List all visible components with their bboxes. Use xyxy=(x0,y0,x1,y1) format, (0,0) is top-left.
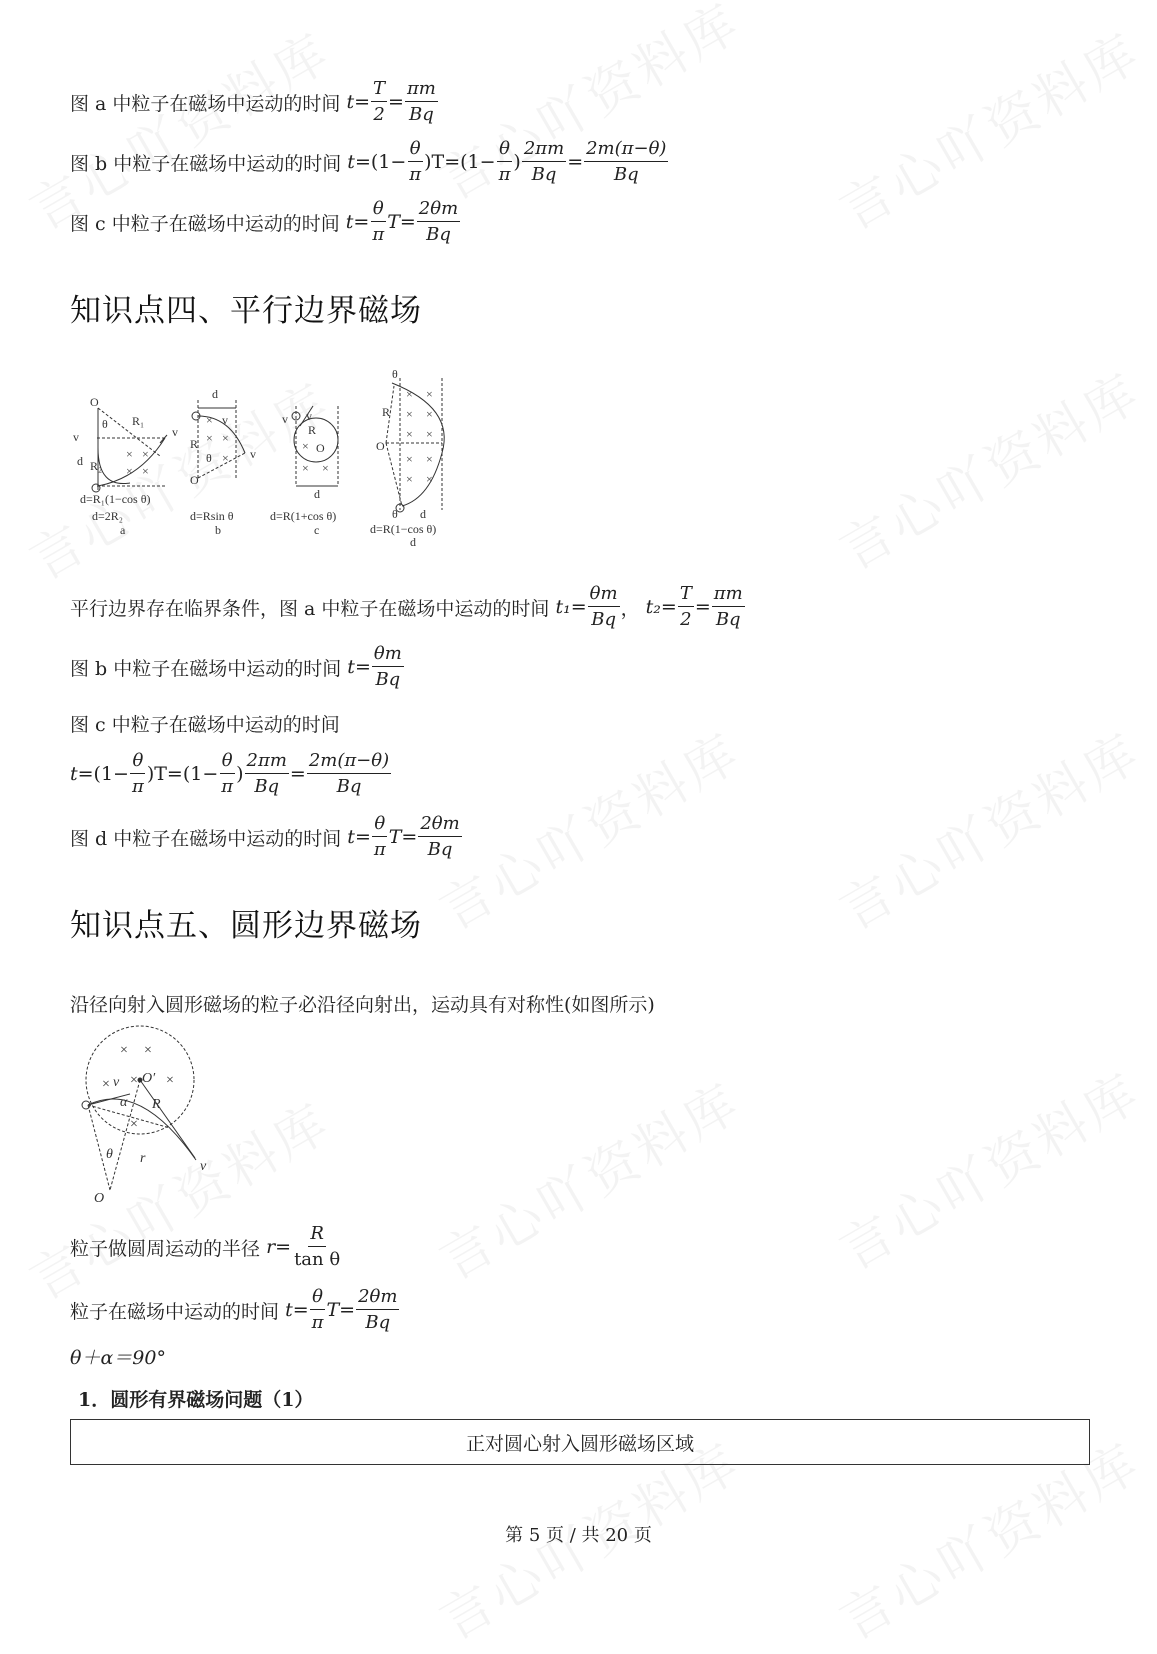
svg-text:d: d xyxy=(212,387,218,401)
svg-text:×: × xyxy=(142,464,149,478)
svg-text:×: × xyxy=(426,427,433,441)
svg-text:d: d xyxy=(410,535,416,549)
svg-text:O′: O′ xyxy=(142,1071,156,1086)
svg-text:d=Rsin θ: d=Rsin θ xyxy=(190,509,234,523)
formula-parallel-b: 图 b 中粒子在磁场中运动的时间 t = $\frac{\theta m}{Bq}$ xyxy=(70,643,402,690)
svg-text:d=R₁(1−cos θ): d=R₁(1−cos θ) xyxy=(80,492,151,506)
svg-text:b: b xyxy=(215,523,221,537)
svg-text:×: × xyxy=(426,407,433,421)
svg-text:r: r xyxy=(140,1151,146,1166)
fraction: $\frac{T}{2}$ xyxy=(373,78,386,125)
svg-text:R₁: R₁ xyxy=(132,414,145,428)
formula-parallel-d: 图 d 中粒子在磁场中运动的时间 t = $\frac{\theta}{\pi}$ T = $\frac{2\theta m}{Bq}$ xyxy=(70,813,460,860)
fraction: $\frac{\pi m}{Bq}$ xyxy=(713,583,743,630)
formula-a: 图 a 中粒子在磁场中运动的时间 t = $\frac{T}{2}$ = $\frac{\pi m}{Bq}$ xyxy=(70,78,436,125)
section-heading-4: 知识点四、平行边界磁场 xyxy=(70,293,422,329)
svg-text:R: R xyxy=(190,437,199,451)
fraction: $\frac{\theta m}{Bq}$ xyxy=(589,583,618,630)
svg-text:×: × xyxy=(102,1077,110,1092)
circular-boundary-figure xyxy=(70,1030,240,1205)
formula-parallel-a: 平行边界存在临界条件，图 a 中粒子在磁场中运动的时间 t₁ = $\frac{\theta m}{Bq}$ ， t₂ = $\frac{T}{2}$ = $\frac{\pi m}{Bq}$ xyxy=(70,583,743,630)
label-O: O xyxy=(90,395,99,409)
fraction: $\frac{\theta}{\pi}$ xyxy=(498,138,511,185)
section-heading-5: 知识点五、圆形边界磁场 xyxy=(70,908,422,944)
watermark xyxy=(824,351,1152,584)
fraction: $\frac{\theta}{\pi}$ xyxy=(373,813,386,860)
svg-text:×: × xyxy=(302,439,309,453)
svg-text:×: × xyxy=(426,387,433,401)
svg-text:×: × xyxy=(120,1043,128,1058)
svg-text:θ: θ xyxy=(206,451,212,465)
formula-radius: 粒子做圆周运动的半径 r = $\frac{R}{\text{tan θ}}$ xyxy=(70,1223,341,1270)
table-header-cell: 正对圆心射入圆形磁场区域 xyxy=(70,1419,1090,1465)
svg-text:v: v xyxy=(200,1159,207,1174)
watermark xyxy=(824,711,1152,944)
item-title: 1．圆形有界磁场问题（1） xyxy=(78,1389,314,1411)
svg-text:×: × xyxy=(206,431,213,445)
fraction: $\frac{2\theta m}{Bq}$ xyxy=(418,198,459,245)
fraction: $\frac{\theta}{\pi}$ xyxy=(409,138,422,185)
svg-text:×: × xyxy=(166,1073,174,1088)
fraction: $\frac{2\pi m}{Bq}$ xyxy=(523,138,565,185)
svg-text:×: × xyxy=(406,387,413,401)
svg-text:d=R(1+cos θ): d=R(1+cos θ) xyxy=(270,509,337,523)
svg-text:×: × xyxy=(126,464,133,478)
watermark xyxy=(824,11,1152,244)
watermark xyxy=(424,711,752,944)
svg-text:×: × xyxy=(406,452,413,466)
svg-text:×: × xyxy=(302,461,309,475)
svg-text:×: × xyxy=(126,447,133,461)
formula-b: 图 b 中粒子在磁场中运动的时间 t =(1− $\frac{\theta}{\pi}$ )T=(1− $\frac{\theta}{\pi}$ ) $\frac{2\pi m}{Bq}$ = $\frac{2m(\pi-\theta)}{Bq}$ xyxy=(70,138,667,185)
svg-text:×: × xyxy=(206,413,213,427)
svg-text:×: × xyxy=(130,1117,138,1132)
svg-text:×: × xyxy=(222,431,229,445)
formula-parallel-c: t =(1− $\frac{\theta}{\pi}$ )T=(1− $\frac{\theta}{\pi}$ ) $\frac{2\pi m}{Bq}$ = $\frac{2m(\pi-\theta)}{Bq}$ xyxy=(70,750,390,797)
formula-parallel-c-label: 图 c 中粒子在磁场中运动的时间 xyxy=(70,714,340,736)
parallel-boundary-figures xyxy=(70,367,490,568)
formula-time: 粒子在磁场中运动的时间 t = $\frac{\theta}{\pi}$ T = $\frac{2\theta m}{Bq}$ xyxy=(70,1286,398,1333)
fraction: $\frac{T}{2}$ xyxy=(679,583,692,630)
svg-text:O: O xyxy=(190,473,199,487)
fraction: $\frac{\theta}{\pi}$ xyxy=(311,1286,324,1333)
page-footer: 第 5 页 / 共 20 页 xyxy=(505,1525,652,1546)
fraction: $\frac{2m(\pi-\theta)}{Bq}$ xyxy=(586,138,667,185)
fraction: $\frac{\pi m}{Bq}$ xyxy=(406,78,436,125)
svg-text:×: × xyxy=(406,427,413,441)
svg-text:v: v xyxy=(113,1075,120,1090)
fraction: $\frac{\theta}{\pi}$ xyxy=(221,750,234,797)
svg-text:a: a xyxy=(120,523,126,537)
svg-text:d: d xyxy=(314,487,320,501)
svg-text:×: × xyxy=(426,452,433,466)
svg-text:R: R xyxy=(382,405,391,419)
svg-text:O: O xyxy=(376,439,385,453)
fraction: $\frac{\theta}{\pi}$ xyxy=(131,750,144,797)
svg-text:v: v xyxy=(222,413,228,427)
svg-text:v: v xyxy=(282,412,288,426)
intro-text: 沿径向射入圆形磁场的粒子必沿径向射出，运动具有对称性(如图所示) xyxy=(70,994,655,1016)
watermark xyxy=(424,1061,752,1294)
svg-text:θ: θ xyxy=(102,417,108,431)
svg-text:R: R xyxy=(152,1097,161,1112)
svg-text:c: c xyxy=(314,523,320,537)
svg-text:θ: θ xyxy=(392,507,398,521)
svg-text:R: R xyxy=(308,423,317,437)
svg-text:O: O xyxy=(316,441,325,455)
svg-text:α: α xyxy=(120,1095,128,1110)
svg-text:v: v xyxy=(250,447,256,461)
svg-text:×: × xyxy=(426,472,433,486)
svg-text:v: v xyxy=(306,409,312,423)
svg-text:d: d xyxy=(420,507,426,521)
fraction: $\frac{2\pi m}{Bq}$ xyxy=(246,750,287,797)
fraction: $\frac{2\theta m}{Bq}$ xyxy=(420,813,460,860)
svg-text:×: × xyxy=(222,451,229,465)
formula-c: 图 c 中粒子在磁场中运动的时间 t = $\frac{\theta}{\pi}$ T = $\frac{2\theta m}{Bq}$ xyxy=(70,198,459,245)
angle-equation: θ＋α＝90° xyxy=(70,1347,166,1369)
svg-text:v: v xyxy=(73,430,79,444)
svg-text:×: × xyxy=(322,461,329,475)
svg-text:×: × xyxy=(144,1043,152,1058)
svg-text:d=2R₂: d=2R₂ xyxy=(92,509,123,523)
fraction: $\frac{2m(\pi-\theta)}{Bq}$ xyxy=(308,750,390,797)
fraction: $\frac{R}{\text{tan θ}}$ xyxy=(294,1223,341,1270)
fraction: $\frac{\theta m}{Bq}$ xyxy=(373,643,402,690)
svg-text:×: × xyxy=(142,447,149,461)
svg-text:v: v xyxy=(172,425,178,439)
watermark xyxy=(824,1051,1152,1284)
svg-text:O: O xyxy=(94,1191,105,1206)
fraction: $\frac{2\theta m}{Bq}$ xyxy=(358,1286,398,1333)
fraction: $\frac{\theta}{\pi}$ xyxy=(372,198,385,245)
svg-text:R₂: R₂ xyxy=(90,459,103,473)
svg-text:d=R(1−cos θ): d=R(1−cos θ) xyxy=(370,522,437,536)
svg-text:d: d xyxy=(77,454,83,468)
svg-text:θ: θ xyxy=(392,367,398,381)
svg-text:θ: θ xyxy=(106,1147,113,1162)
svg-text:×: × xyxy=(130,1073,138,1088)
svg-text:×: × xyxy=(406,407,413,421)
svg-text:×: × xyxy=(406,472,413,486)
